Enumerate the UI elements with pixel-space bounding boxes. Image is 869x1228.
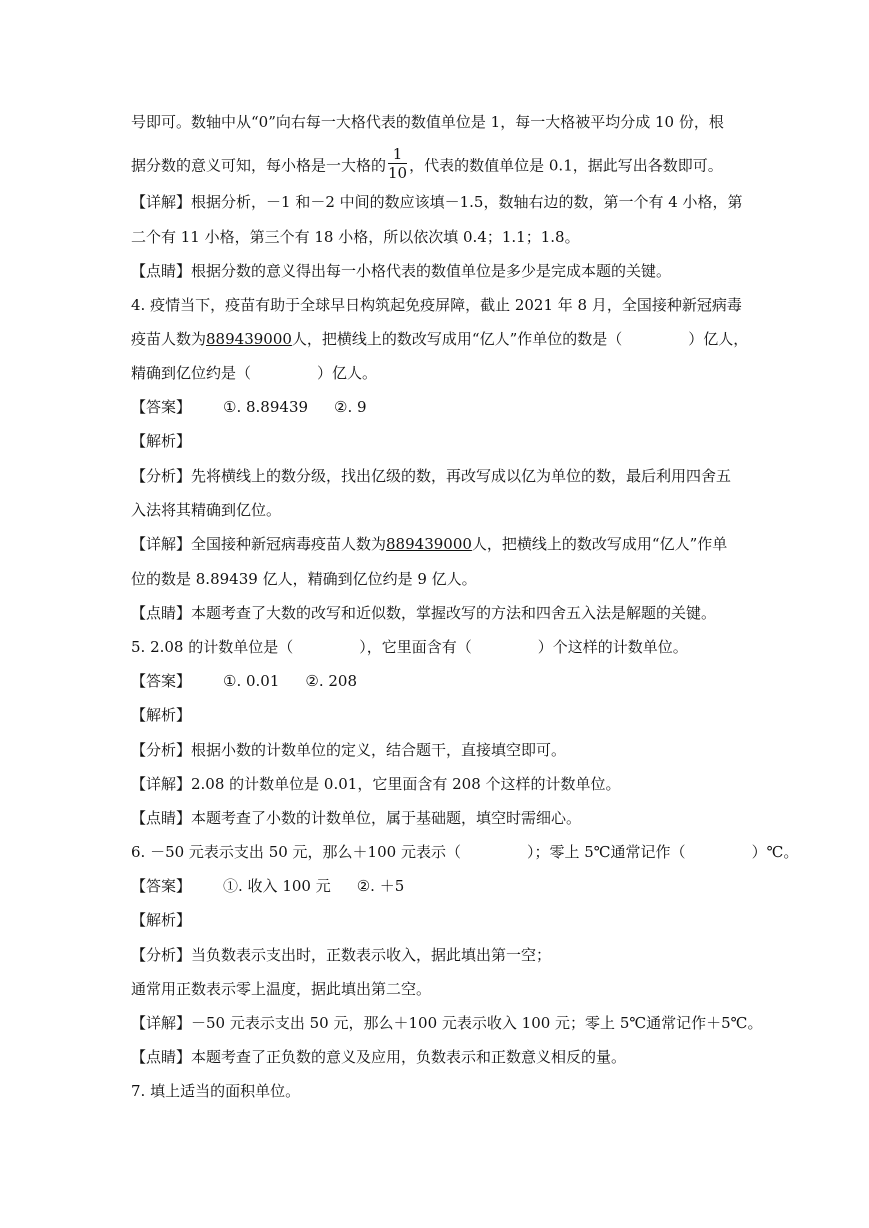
question-4-stem: 4. 疫情当下，疫苗有助于全球早日构筑起免疫屏障，截止 2021 年 8 月，全国接种新冠病毒 — [131, 296, 742, 314]
text-line: 号即可。数轴中从“0”向右每一大格代表的数值单位是 1，每一大格被平均分成 10 份，根 — [131, 113, 724, 131]
text-line — [131, 534, 727, 554]
text-line: 入法将其精确到亿位。 — [131, 501, 282, 519]
answer-line — [131, 671, 357, 691]
text-line: 【分析】先将横线上的数分级，找出亿级的数，再改写成以亿为单位的数，最后利用四舍五 — [131, 467, 732, 485]
answer-2: ②. 9 — [334, 398, 367, 416]
text-segment: 【详解】全国接种新冠病毒疫苗人数为 — [131, 535, 387, 553]
answer-line — [131, 397, 367, 417]
analysis-heading: 【解析】 — [131, 432, 192, 450]
text-line: 【点睛】本题考查了正负数的意义及应用，负数表示和正数意义相反的量。 — [131, 1048, 627, 1066]
question-7-stem: 7. 填上适当的面积单位。 — [131, 1082, 301, 1100]
text-line: 【详解】根据分析，－1 和－2 中间的数应该填－1.5，数轴右边的数，第一个有 4 小格，第 — [131, 193, 743, 211]
text-line: 【点睛】本题考查了大数的改写和近似数，掌握改写的方法和四舍五入法是解题的关键。 — [131, 604, 717, 622]
answer-label: 【答案】 — [131, 877, 192, 895]
text-line-with-fraction — [131, 145, 723, 185]
text-line: 二个有 11 小格，第三个有 18 小格，所以依次填 0.4；1.1；1.8。 — [131, 228, 580, 246]
text-line: 【详解】－50 元表示支出 50 元，那么＋100 元表示收入 100 元；零上 5℃通常记作＋5℃。 — [131, 1014, 763, 1032]
answer-label: 【答案】 — [131, 398, 192, 416]
answer-label: 【答案】 — [131, 672, 192, 690]
text-segment: 精确到亿位约是（ — [131, 364, 252, 382]
analysis-heading: 【解析】 — [131, 706, 192, 724]
fraction-numerator: 1 — [388, 145, 407, 164]
text-line: 【点睛】根据分数的意义得出每一小格代表的数值单位是多少是完成本题的关键。 — [131, 262, 672, 280]
text-line: 通常用正数表示零上温度，据此填出第二空。 — [131, 980, 432, 998]
fraction — [388, 145, 407, 182]
answer-1: ①. 8.89439 — [223, 398, 309, 416]
answer-2: ②. ＋5 — [356, 877, 405, 895]
text-line: 【点睛】本题考查了小数的计数单位，属于基础题，填空时需细心。 — [131, 809, 582, 827]
question-5-stem — [131, 637, 688, 657]
text-segment: ）；零上 5℃通常记作（ — [526, 843, 686, 861]
text-segment: ）亿人， — [688, 330, 749, 348]
fraction-denominator: 10 — [388, 164, 408, 182]
text-line: 位的数是 8.89439 亿人，精确到亿位约是 9 亿人。 — [131, 570, 477, 588]
analysis-heading: 【解析】 — [131, 911, 192, 929]
text-segment: 5. 2.08 的计数单位是（ — [131, 638, 294, 656]
question-4-stem — [131, 329, 748, 349]
question-4-stem — [131, 363, 377, 383]
text-segment: 人，把横线上的数改写成用“亿人”作单位的数是（ — [291, 330, 623, 348]
text-segment: 据分数的意义可知，每小格是一大格的 — [131, 156, 387, 175]
text-segment: ）个这样的计数单位。 — [537, 638, 688, 656]
answer-1: ①. 0.01 — [223, 672, 280, 690]
question-6-stem — [131, 842, 798, 862]
underlined-number: 889439000 — [386, 535, 472, 553]
underlined-number: 889439000 — [206, 330, 292, 348]
answer-2: ②. 208 — [305, 672, 358, 690]
text-line: 【详解】2.08 的计数单位是 0.01，它里面含有 208 个这样的计数单位。 — [131, 775, 621, 793]
text-segment: 6. －50 元表示支出 50 元，那么＋100 元表示（ — [131, 843, 461, 861]
text-segment: 疫苗人数为 — [131, 330, 207, 348]
answer-1: ①. 收入 100 元 — [223, 877, 331, 895]
text-segment: ），它里面含有（ — [359, 638, 472, 656]
text-segment: ）亿人。 — [317, 364, 378, 382]
text-segment: ，代表的数值单位是 0.1，据此写出各数即可。 — [409, 156, 723, 175]
text-line: 【分析】当负数表示支出时，正数表示收入，据此填出第一空； — [131, 946, 552, 964]
answer-line — [131, 876, 404, 896]
text-segment: ）℃。 — [751, 843, 799, 861]
text-line: 【分析】根据小数的计数单位的定义，结合题干，直接填空即可。 — [131, 741, 567, 759]
text-segment: 人，把横线上的数改写成用“亿人”作单 — [471, 535, 728, 553]
